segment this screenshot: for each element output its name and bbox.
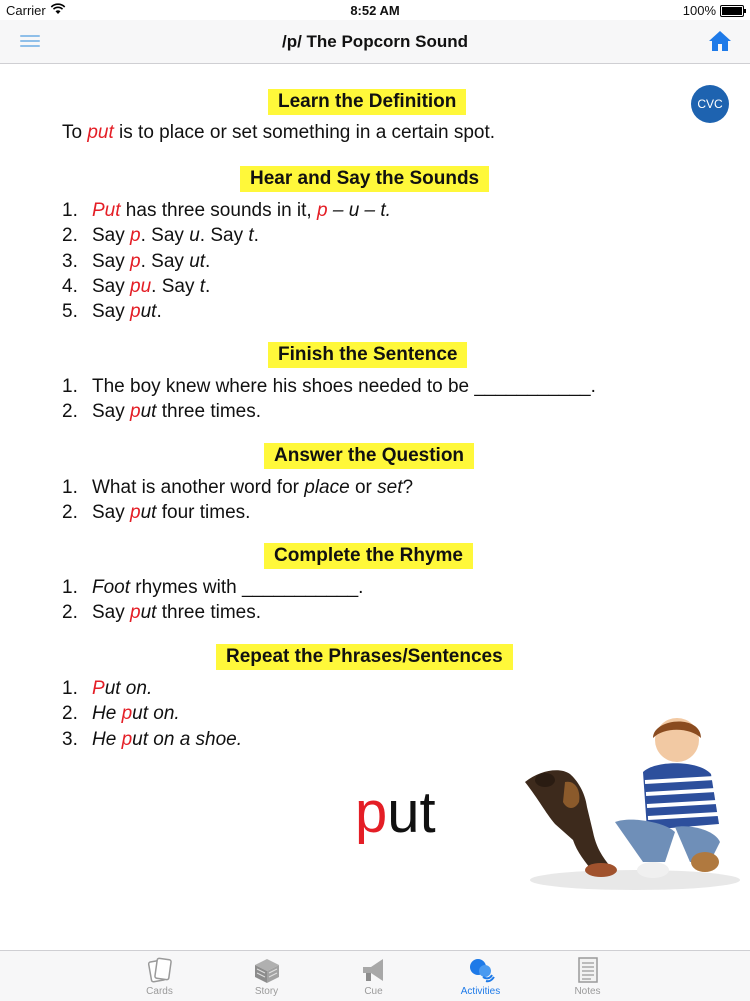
battery-icon xyxy=(720,5,744,17)
rhyme-list xyxy=(62,575,363,626)
sentence-list xyxy=(62,374,596,425)
list-item: 2. Say put three times. xyxy=(62,602,262,624)
cvc-badge[interactable]: CVC xyxy=(691,85,729,123)
page-title: /p/ The Popcorn Sound xyxy=(281,32,469,51)
word-display: put xyxy=(355,780,436,845)
heading-repeat-phrases: Repeat the Phrases/Sentences xyxy=(216,644,513,670)
list-item: 2. Say put four times. xyxy=(62,502,251,524)
megaphone-icon xyxy=(359,955,389,985)
boy-puppy-photo xyxy=(515,712,745,892)
heading-hear-say-sounds: Hear and Say the Sounds xyxy=(240,166,489,192)
tab-label: Story xyxy=(254,986,279,997)
list-item: 1. Put has three sounds in it, p – u – t. xyxy=(62,200,391,221)
carrier-label: Carrier xyxy=(6,3,46,18)
list-item: 3. Say p. Say ut. xyxy=(62,250,211,272)
list-item: 2. He put on. xyxy=(62,703,180,725)
home-icon[interactable] xyxy=(708,29,732,53)
list-item: 4. Say pu. Say t. xyxy=(62,275,211,297)
notes-icon xyxy=(573,955,603,985)
list-item: 5. Say put. xyxy=(62,301,162,323)
nav-bar xyxy=(0,20,750,64)
list-item: 2. Say p. Say u. Say t. xyxy=(62,225,259,247)
tab-notes[interactable] xyxy=(534,951,641,1001)
list-item: 1. What is another word for place or set? xyxy=(62,477,414,498)
story-icon xyxy=(252,955,282,985)
question-list xyxy=(62,475,413,526)
tab-label: Cue xyxy=(364,986,383,997)
list-item: 3. He put on a shoe. xyxy=(62,728,243,750)
list-item: 1. The boy knew where his shoes needed to be ___________. xyxy=(62,376,596,397)
battery-percent: 100% xyxy=(682,3,716,18)
tab-cards[interactable] xyxy=(106,951,213,1001)
heading-finish-sentence: Finish the Sentence xyxy=(268,342,467,368)
cards-icon xyxy=(145,955,175,985)
heading-learn-definition: Learn the Definition xyxy=(268,89,466,115)
tab-label: Activities xyxy=(460,986,501,997)
tab-bar xyxy=(0,950,750,1001)
heading-complete-rhyme: Complete the Rhyme xyxy=(264,543,473,569)
tab-cue[interactable] xyxy=(320,951,427,1001)
heading-answer-question: Answer the Question xyxy=(264,443,474,469)
tab-label: Cards xyxy=(146,986,173,997)
sounds-list xyxy=(62,198,391,324)
status-time: 8:52 AM xyxy=(350,3,400,18)
phrases-list xyxy=(62,676,242,752)
definition-text: To put is to place or set something in a certain spot. xyxy=(62,122,496,143)
tab-activities[interactable] xyxy=(427,951,534,1001)
list-item: 2. Say put three times. xyxy=(62,401,262,423)
tab-story[interactable] xyxy=(213,951,320,1001)
status-bar xyxy=(0,0,750,20)
activities-icon xyxy=(466,955,496,985)
list-item: 1. Foot rhymes with ___________. xyxy=(62,577,364,598)
list-item: 1. Put on. xyxy=(62,678,153,699)
tab-label: Notes xyxy=(574,986,601,997)
